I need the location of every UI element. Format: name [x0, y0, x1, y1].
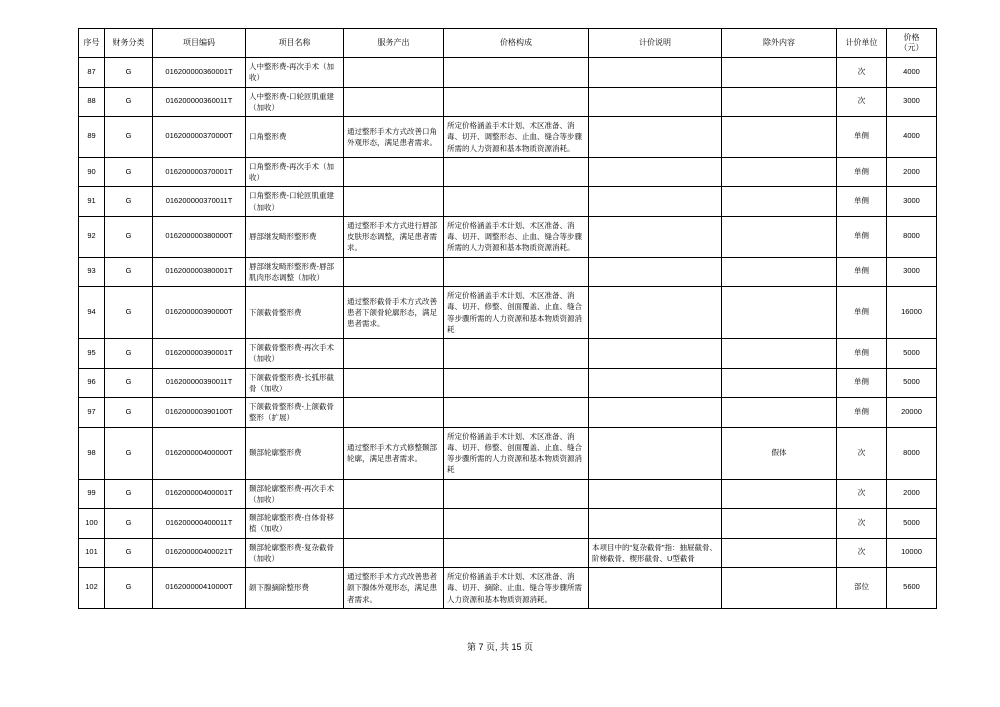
table-row — [79, 568, 937, 609]
cell-price: 4000 — [887, 117, 937, 158]
table-row — [79, 117, 937, 158]
cell-price-composition: 所定价格涵盖手术计划、术区准备、消毒、切开、调整形态、止血、缝合等步骤所需的人力资源和基本物质资源消耗。 — [444, 117, 589, 158]
cell-exclusions — [722, 157, 837, 187]
cell-service-output — [344, 157, 444, 187]
cell-price: 5000 — [887, 339, 937, 369]
cell-financial-category: G — [105, 479, 153, 509]
cell-seq: 100 — [79, 509, 105, 539]
cell-pricing-note — [589, 216, 722, 257]
cell-seq: 90 — [79, 157, 105, 187]
cell-financial-category: G — [105, 398, 153, 428]
cell-financial-category: G — [105, 187, 153, 217]
cell-financial-category: G — [105, 216, 153, 257]
cell-item-name: 颞部轮廓整形费-复杂截骨（加收） — [246, 538, 344, 568]
cell-pricing-unit: 次 — [837, 427, 887, 479]
cell-service-output — [344, 368, 444, 398]
cell-pricing-unit: 单侧 — [837, 157, 887, 187]
cell-seq: 94 — [79, 287, 105, 339]
cell-pricing-unit: 次 — [837, 509, 887, 539]
cell-price-composition: 所定价格涵盖手术计划、术区准备、消毒、切开、修整、创面覆盖、止血、缝合等步骤所需的人力资源和基本物质资源消耗 — [444, 427, 589, 479]
cell-pricing-note — [589, 187, 722, 217]
table-row — [79, 398, 937, 428]
price-table-container — [78, 28, 936, 609]
cell-pricing-unit: 次 — [837, 58, 887, 88]
cell-pricing-note — [589, 398, 722, 428]
cell-price: 2000 — [887, 157, 937, 187]
cell-pricing-unit: 单侧 — [837, 287, 887, 339]
cell-financial-category: G — [105, 339, 153, 369]
cell-financial-category: G — [105, 87, 153, 117]
table-row — [79, 87, 937, 117]
cell-seq: 93 — [79, 257, 105, 287]
cell-price: 8000 — [887, 216, 937, 257]
cell-pricing-note — [589, 368, 722, 398]
column-header-item-name: 项目名称 — [246, 29, 344, 58]
cell-financial-category: G — [105, 117, 153, 158]
cell-seq: 92 — [79, 216, 105, 257]
cell-service-output — [344, 87, 444, 117]
cell-price: 3000 — [887, 187, 937, 217]
cell-service-output — [344, 398, 444, 428]
price-header-line1: 价格 — [903, 32, 920, 42]
cell-price-composition — [444, 157, 589, 187]
cell-item-name: 下颌截骨整形费-长弧形截骨（加收） — [246, 368, 344, 398]
column-header-pricing-note: 计价说明 — [589, 29, 722, 58]
cell-financial-category: G — [105, 58, 153, 88]
table-row — [79, 58, 937, 88]
cell-financial-category: G — [105, 257, 153, 287]
cell-item-name: 颞部轮廓整形费-自体骨移植（加收） — [246, 509, 344, 539]
cell-pricing-unit: 单侧 — [837, 216, 887, 257]
cell-pricing-note — [589, 287, 722, 339]
cell-item-name: 颞部轮廓整形费 — [246, 427, 344, 479]
cell-pricing-note — [589, 257, 722, 287]
cell-item-name: 口角整形费 — [246, 117, 344, 158]
cell-price: 3000 — [887, 87, 937, 117]
cell-item-name: 唇部继发畸形整形费-唇部肌肉形态调整（加收） — [246, 257, 344, 287]
cell-price-composition — [444, 509, 589, 539]
cell-item-code: 016200000360011T — [153, 87, 246, 117]
header-row — [79, 29, 937, 58]
cell-price: 5000 — [887, 368, 937, 398]
cell-financial-category: G — [105, 368, 153, 398]
cell-item-name: 口角整形费-再次手术（加收） — [246, 157, 344, 187]
cell-price: 5000 — [887, 509, 937, 539]
cell-exclusions — [722, 117, 837, 158]
table-row — [79, 157, 937, 187]
cell-pricing-note — [589, 117, 722, 158]
cell-pricing-unit: 单侧 — [837, 339, 887, 369]
cell-pricing-unit: 单侧 — [837, 117, 887, 158]
cell-financial-category: G — [105, 427, 153, 479]
cell-item-code: 016200000400000T — [153, 427, 246, 479]
table-row — [79, 187, 937, 217]
cell-exclusions — [722, 216, 837, 257]
cell-exclusions — [722, 568, 837, 609]
cell-price-composition — [444, 538, 589, 568]
cell-pricing-unit: 单侧 — [837, 368, 887, 398]
cell-pricing-unit: 次 — [837, 538, 887, 568]
cell-service-output — [344, 187, 444, 217]
cell-pricing-note — [589, 87, 722, 117]
cell-item-name: 唇部继发畸形整形费 — [246, 216, 344, 257]
cell-financial-category: G — [105, 568, 153, 609]
cell-service-output: 通过整形手术方式改善患者颌下腺体外观形态，满足患者需求。 — [344, 568, 444, 609]
cell-seq: 97 — [79, 398, 105, 428]
table-row — [79, 427, 937, 479]
cell-seq: 87 — [79, 58, 105, 88]
cell-seq: 88 — [79, 87, 105, 117]
cell-item-code: 016200000360001T — [153, 58, 246, 88]
cell-pricing-unit: 部位 — [837, 568, 887, 609]
table-row — [79, 368, 937, 398]
table-row — [79, 257, 937, 287]
cell-item-name: 颌下腺摘除整形费 — [246, 568, 344, 609]
cell-item-name: 下颌截骨整形费 — [246, 287, 344, 339]
cell-price: 10000 — [887, 538, 937, 568]
cell-exclusions — [722, 58, 837, 88]
cell-price: 2000 — [887, 479, 937, 509]
cell-price-composition — [444, 479, 589, 509]
table-row — [79, 339, 937, 369]
cell-pricing-unit: 单侧 — [837, 398, 887, 428]
cell-price-composition: 所定价格涵盖手术计划、术区准备、消毒、切开、调整形态、止血、缝合等步骤所需的人力资源和基本物质资源消耗。 — [444, 216, 589, 257]
cell-service-output — [344, 339, 444, 369]
cell-service-output — [344, 58, 444, 88]
column-header-price — [887, 29, 937, 58]
cell-seq: 98 — [79, 427, 105, 479]
cell-seq: 96 — [79, 368, 105, 398]
page-footer: 第 7 页, 共 15 页 — [466, 642, 534, 652]
cell-service-output: 通过整形手术方式修整颞部轮廓，满足患者需求。 — [344, 427, 444, 479]
cell-item-code: 016200000410000T — [153, 568, 246, 609]
cell-price: 20000 — [887, 398, 937, 428]
cell-seq: 101 — [79, 538, 105, 568]
cell-financial-category: G — [105, 157, 153, 187]
cell-item-code: 016200000390011T — [153, 368, 246, 398]
cell-pricing-unit: 次 — [837, 479, 887, 509]
column-header-item-code: 项目编码 — [153, 29, 246, 58]
column-header-seq: 序号 — [79, 29, 105, 58]
cell-service-output — [344, 257, 444, 287]
cell-price: 3000 — [887, 257, 937, 287]
cell-item-code: 016200000390000T — [153, 287, 246, 339]
cell-price-composition: 所定价格涵盖手术计划、术区准备、消毒、切开、修整、创面覆盖、止血、缝合等步骤所需的人力资源和基本物质资源消耗 — [444, 287, 589, 339]
cell-pricing-note — [589, 427, 722, 479]
cell-price-composition — [444, 368, 589, 398]
cell-exclusions — [722, 87, 837, 117]
cell-seq: 99 — [79, 479, 105, 509]
cell-pricing-unit: 单侧 — [837, 257, 887, 287]
cell-exclusions — [722, 368, 837, 398]
column-header-price-composition: 价格构成 — [444, 29, 589, 58]
cell-item-code: 016200000380000T — [153, 216, 246, 257]
cell-service-output: 通过整形手术方式改善口角外观形态，满足患者需求。 — [344, 117, 444, 158]
cell-service-output — [344, 538, 444, 568]
cell-seq: 95 — [79, 339, 105, 369]
cell-pricing-note: 本项目中的“复杂截骨”指：抽屉截骨、阶梯截骨、楔形截骨、U型截骨 — [589, 538, 722, 568]
cell-item-code: 016200000370000T — [153, 117, 246, 158]
price-header-line2: （元） — [899, 43, 924, 52]
cell-item-code: 016200000400021T — [153, 538, 246, 568]
cell-pricing-unit: 单侧 — [837, 187, 887, 217]
table-row — [79, 479, 937, 509]
cell-exclusions — [722, 538, 837, 568]
cell-price-composition — [444, 257, 589, 287]
cell-seq: 102 — [79, 568, 105, 609]
cell-service-output — [344, 479, 444, 509]
table-row — [79, 287, 937, 339]
cell-item-name: 下颌截骨整形费-上颌截骨整形（扩展） — [246, 398, 344, 428]
table-row — [79, 509, 937, 539]
cell-item-code: 016200000390100T — [153, 398, 246, 428]
column-header-service-output: 服务产出 — [344, 29, 444, 58]
column-header-pricing-unit: 计价单位 — [837, 29, 887, 58]
cell-service-output: 通过整形手术方式进行唇部皮肤形态调整，满足患者需求。 — [344, 216, 444, 257]
cell-item-code: 016200000370011T — [153, 187, 246, 217]
cell-price: 8000 — [887, 427, 937, 479]
cell-item-name: 人中整形费-口轮匝肌重建（加收） — [246, 87, 344, 117]
cell-exclusions: 假体 — [722, 427, 837, 479]
cell-item-code: 016200000370001T — [153, 157, 246, 187]
cell-pricing-note — [589, 339, 722, 369]
cell-exclusions — [722, 479, 837, 509]
cell-item-code: 016200000400001T — [153, 479, 246, 509]
cell-item-name: 下颌截骨整形费-再次手术（加收） — [246, 339, 344, 369]
cell-price-composition — [444, 87, 589, 117]
table-header — [79, 29, 937, 58]
cell-price-composition — [444, 187, 589, 217]
table-body — [79, 58, 937, 609]
cell-exclusions — [722, 509, 837, 539]
cell-item-code: 016200000380001T — [153, 257, 246, 287]
cell-pricing-note — [589, 479, 722, 509]
cell-pricing-note — [589, 509, 722, 539]
cell-financial-category: G — [105, 287, 153, 339]
cell-price-composition — [444, 58, 589, 88]
table-row — [79, 216, 937, 257]
cell-price-composition: 所定价格涵盖手术计划、术区准备、消毒、切开、摘除、止血、缝合等步骤所需人力资源和基本物质资源消耗。 — [444, 568, 589, 609]
cell-exclusions — [722, 287, 837, 339]
cell-pricing-note — [589, 157, 722, 187]
cell-pricing-note — [589, 58, 722, 88]
cell-price: 4000 — [887, 58, 937, 88]
cell-pricing-note — [589, 568, 722, 609]
cell-item-code: 016200000390001T — [153, 339, 246, 369]
column-header-financial-category: 财务分类 — [105, 29, 153, 58]
cell-service-output: 通过整形截骨手术方式改善患者下颌骨轮廓形态，满足患者需求。 — [344, 287, 444, 339]
cell-pricing-unit: 次 — [837, 87, 887, 117]
cell-exclusions — [722, 398, 837, 428]
cell-exclusions — [722, 339, 837, 369]
cell-price: 16000 — [887, 287, 937, 339]
cell-financial-category: G — [105, 509, 153, 539]
cell-price-composition — [444, 398, 589, 428]
column-header-exclusions: 除外内容 — [722, 29, 837, 58]
cell-exclusions — [722, 257, 837, 287]
cell-seq: 89 — [79, 117, 105, 158]
table-row — [79, 538, 937, 568]
cell-price: 5600 — [887, 568, 937, 609]
cell-price-composition — [444, 339, 589, 369]
cell-item-name: 人中整形费-再次手术（加收） — [246, 58, 344, 88]
cell-item-name: 口角整形费-口轮匝肌重建（加收） — [246, 187, 344, 217]
cell-financial-category: G — [105, 538, 153, 568]
cell-item-code: 016200000400011T — [153, 509, 246, 539]
cell-seq: 91 — [79, 187, 105, 217]
cell-exclusions — [722, 187, 837, 217]
price-table — [78, 28, 937, 609]
cell-item-name: 颞部轮廓整形费-再次手术（加收） — [246, 479, 344, 509]
cell-service-output — [344, 509, 444, 539]
